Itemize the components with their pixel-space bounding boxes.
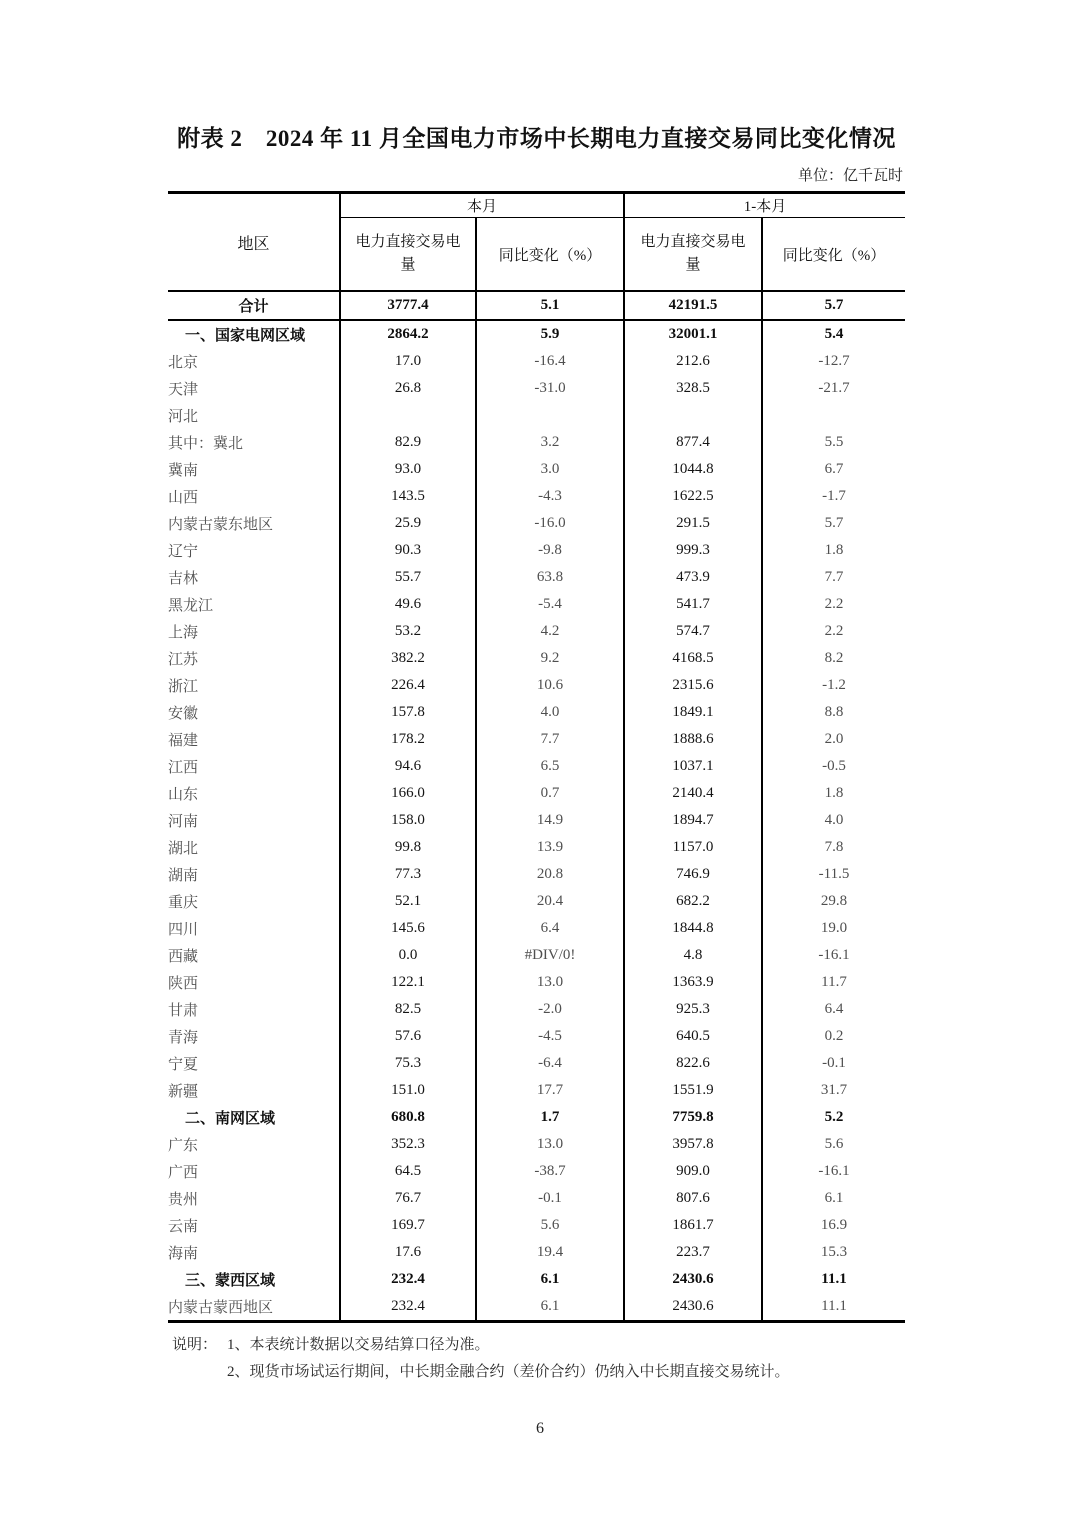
table-row — [168, 996, 905, 1023]
table-row — [168, 1185, 905, 1212]
header-current-yoy: 同比变化（%） — [476, 218, 624, 292]
region-cell: 福建 — [168, 733, 199, 749]
cumulative-volume-cell: 223.7 — [624, 1239, 762, 1266]
cumulative-volume-cell: 925.3 — [624, 996, 762, 1023]
region-cell: 广东 — [168, 1138, 199, 1154]
region-cell: 其中：冀北 — [168, 436, 244, 452]
region-cell: 合计 — [238, 299, 269, 315]
current-yoy-cell: 3.0 — [476, 456, 624, 483]
cumulative-yoy-cell: -1.7 — [762, 483, 905, 510]
region-cell: 冀南 — [168, 463, 199, 479]
table-row — [168, 645, 905, 672]
table-notes — [168, 1332, 905, 1386]
current-yoy-cell: -4.5 — [476, 1023, 624, 1050]
current-yoy-cell: 9.2 — [476, 645, 624, 672]
current-volume-cell: 75.3 — [340, 1050, 476, 1077]
table-row — [168, 915, 905, 942]
current-volume-cell: 94.6 — [340, 753, 476, 780]
cumulative-volume-cell: 2430.6 — [624, 1293, 762, 1322]
region-cell: 海南 — [168, 1246, 199, 1262]
cumulative-yoy-cell: -0.5 — [762, 753, 905, 780]
cumulative-yoy-cell: -16.1 — [762, 942, 905, 969]
current-yoy-cell: -6.4 — [476, 1050, 624, 1077]
table-row — [168, 591, 905, 618]
region-cell: 安徽 — [168, 706, 199, 722]
current-yoy-cell: -16.0 — [476, 510, 624, 537]
current-volume-cell: 145.6 — [340, 915, 476, 942]
notes-label: 说明： — [172, 1337, 218, 1353]
cumulative-volume-cell: 1157.0 — [624, 834, 762, 861]
cumulative-yoy-cell: 8.2 — [762, 645, 905, 672]
current-yoy-cell: 20.4 — [476, 888, 624, 915]
cumulative-volume-cell: 999.3 — [624, 537, 762, 564]
cumulative-volume-cell: 1888.6 — [624, 726, 762, 753]
cumulative-volume-cell: 1861.7 — [624, 1212, 762, 1239]
current-yoy-cell: -31.0 — [476, 375, 624, 402]
region-cell: 二、南网区域 — [185, 1111, 276, 1127]
cumulative-volume-cell: 1044.8 — [624, 456, 762, 483]
region-cell: 江苏 — [168, 652, 199, 668]
region-cell: 天津 — [168, 382, 199, 398]
table-row — [168, 348, 905, 375]
region-cell: 三、蒙西区域 — [185, 1273, 276, 1289]
unit-label: 单位：亿千瓦时 — [797, 168, 903, 184]
cumulative-yoy-cell: 2.0 — [762, 726, 905, 753]
cumulative-volume-cell: 291.5 — [624, 510, 762, 537]
table-row — [168, 1131, 905, 1158]
cumulative-volume-cell: 682.2 — [624, 888, 762, 915]
cumulative-volume-cell: 473.9 — [624, 564, 762, 591]
notes-items — [217, 1332, 790, 1386]
current-volume-cell: 52.1 — [340, 888, 476, 915]
current-yoy-cell: 17.7 — [476, 1077, 624, 1104]
table-row — [168, 1239, 905, 1266]
cumulative-yoy-cell: -11.5 — [762, 861, 905, 888]
cumulative-volume-cell: 212.6 — [624, 348, 762, 375]
table-row — [168, 1077, 905, 1104]
current-yoy-cell: 10.6 — [476, 672, 624, 699]
table-row — [168, 456, 905, 483]
region-cell: 上海 — [168, 625, 199, 641]
region-cell: 山东 — [168, 787, 199, 803]
current-yoy-cell: 3.2 — [476, 429, 624, 456]
cumulative-yoy-cell: 5.7 — [762, 510, 905, 537]
cumulative-yoy-cell: 5.4 — [762, 320, 905, 348]
current-yoy-cell: -0.1 — [476, 1185, 624, 1212]
current-yoy-cell: 13.0 — [476, 969, 624, 996]
current-volume-cell: 26.8 — [340, 375, 476, 402]
region-cell: 江西 — [168, 760, 199, 776]
note-item: 2、现货市场试运行期间，中长期金融合约（差价合约）仍纳入中长期直接交易统计。 — [227, 1364, 790, 1380]
current-volume-cell: 76.7 — [340, 1185, 476, 1212]
current-yoy-cell: -9.8 — [476, 537, 624, 564]
header-group-cumulative: 1-本月 — [624, 193, 905, 218]
table-row — [168, 888, 905, 915]
current-yoy-cell: 6.4 — [476, 915, 624, 942]
table-body — [168, 291, 905, 1322]
region-cell: 内蒙古蒙西地区 — [168, 1300, 274, 1316]
current-volume-cell: 166.0 — [340, 780, 476, 807]
current-yoy-cell: 6.1 — [476, 1293, 624, 1322]
current-yoy-cell: 0.7 — [476, 780, 624, 807]
current-yoy-cell: 6.5 — [476, 753, 624, 780]
table-row — [168, 1023, 905, 1050]
cumulative-volume-cell: 2430.6 — [624, 1266, 762, 1293]
current-volume-cell: 82.9 — [340, 429, 476, 456]
table-row — [168, 861, 905, 888]
current-yoy-cell: 63.8 — [476, 564, 624, 591]
current-yoy-cell: -5.4 — [476, 591, 624, 618]
region-cell: 宁夏 — [168, 1057, 199, 1073]
current-volume-cell: 3777.4 — [340, 291, 476, 320]
cumulative-yoy-cell: 0.2 — [762, 1023, 905, 1050]
cumulative-yoy-cell: 6.1 — [762, 1185, 905, 1212]
current-volume-cell: 77.3 — [340, 861, 476, 888]
cumulative-yoy-cell: 19.0 — [762, 915, 905, 942]
cumulative-volume-cell: 574.7 — [624, 618, 762, 645]
table-row — [168, 942, 905, 969]
cumulative-volume-cell: 1551.9 — [624, 1077, 762, 1104]
cumulative-volume-cell: 1037.1 — [624, 753, 762, 780]
cumulative-yoy-cell — [762, 402, 905, 429]
page-number: 6 — [536, 1420, 544, 1437]
current-volume-cell: 82.5 — [340, 996, 476, 1023]
cumulative-volume-cell: 822.6 — [624, 1050, 762, 1077]
cumulative-yoy-cell: 5.5 — [762, 429, 905, 456]
table-row — [168, 834, 905, 861]
cumulative-volume-cell: 1622.5 — [624, 483, 762, 510]
cumulative-yoy-cell: -0.1 — [762, 1050, 905, 1077]
region-cell: 贵州 — [168, 1192, 199, 1208]
cumulative-volume-cell: 640.5 — [624, 1023, 762, 1050]
cumulative-volume-cell: 3957.8 — [624, 1131, 762, 1158]
cumulative-volume-cell: 2140.4 — [624, 780, 762, 807]
table-row — [168, 1212, 905, 1239]
region-cell: 辽宁 — [168, 544, 199, 560]
cumulative-yoy-cell: 1.8 — [762, 537, 905, 564]
cumulative-yoy-cell: 11.7 — [762, 969, 905, 996]
table-row — [168, 753, 905, 780]
table-row — [168, 780, 905, 807]
cumulative-yoy-cell: 2.2 — [762, 591, 905, 618]
header-current-volume-label: 电力直接交易电量 — [355, 233, 461, 273]
current-volume-cell: 99.8 — [340, 834, 476, 861]
current-yoy-cell: -38.7 — [476, 1158, 624, 1185]
cumulative-yoy-cell: 1.8 — [762, 780, 905, 807]
table-row — [168, 969, 905, 996]
cumulative-volume-cell: 1894.7 — [624, 807, 762, 834]
header-cumulative-volume-label: 电力直接交易电量 — [640, 233, 746, 273]
cumulative-volume-cell: 877.4 — [624, 429, 762, 456]
current-yoy-cell: 14.9 — [476, 807, 624, 834]
table-row — [168, 375, 905, 402]
table-row — [168, 537, 905, 564]
cumulative-yoy-cell: -21.7 — [762, 375, 905, 402]
page-content — [168, 0, 905, 1386]
table-row — [168, 672, 905, 699]
current-volume-cell: 178.2 — [340, 726, 476, 753]
current-volume-cell: 55.7 — [340, 564, 476, 591]
region-cell: 重庆 — [168, 895, 199, 911]
current-volume-cell: 57.6 — [340, 1023, 476, 1050]
table-row — [168, 618, 905, 645]
current-yoy-cell: -4.3 — [476, 483, 624, 510]
current-yoy-cell: 13.0 — [476, 1131, 624, 1158]
region-cell: 黑龙江 — [168, 598, 214, 614]
current-volume-cell: 25.9 — [340, 510, 476, 537]
current-volume-cell: 49.6 — [340, 591, 476, 618]
current-volume-cell: 157.8 — [340, 699, 476, 726]
cumulative-volume-cell — [624, 402, 762, 429]
cumulative-yoy-cell: 7.8 — [762, 834, 905, 861]
cumulative-yoy-cell: 11.1 — [762, 1293, 905, 1322]
cumulative-volume-cell: 807.6 — [624, 1185, 762, 1212]
table-row — [168, 807, 905, 834]
region-cell: 甘肃 — [168, 1003, 199, 1019]
current-volume-cell: 0.0 — [340, 942, 476, 969]
table-row — [168, 1050, 905, 1077]
cumulative-yoy-cell: 5.6 — [762, 1131, 905, 1158]
header-cumulative-yoy: 同比变化（%） — [762, 218, 905, 292]
table-row — [168, 402, 905, 429]
current-yoy-cell: 6.1 — [476, 1266, 624, 1293]
current-volume-cell: 382.2 — [340, 645, 476, 672]
region-cell: 四川 — [168, 922, 199, 938]
region-cell: 新疆 — [168, 1084, 199, 1100]
current-volume-cell — [340, 402, 476, 429]
current-yoy-cell: -16.4 — [476, 348, 624, 375]
region-cell: 河南 — [168, 814, 199, 830]
current-yoy-cell: 20.8 — [476, 861, 624, 888]
cumulative-yoy-cell: 15.3 — [762, 1239, 905, 1266]
current-volume-cell: 169.7 — [340, 1212, 476, 1239]
table-row — [168, 1266, 905, 1293]
cumulative-volume-cell: 1849.1 — [624, 699, 762, 726]
current-volume-cell: 680.8 — [340, 1104, 476, 1131]
cumulative-volume-cell: 42191.5 — [624, 291, 762, 320]
region-cell: 吉林 — [168, 571, 199, 587]
note-item: 1、本表统计数据以交易结算口径为准。 — [227, 1337, 490, 1353]
region-cell: 一、国家电网区域 — [185, 328, 306, 344]
cumulative-volume-cell: 1363.9 — [624, 969, 762, 996]
table-row — [168, 483, 905, 510]
cumulative-volume-cell: 4168.5 — [624, 645, 762, 672]
table-header — [168, 193, 905, 292]
table-row — [168, 1104, 905, 1131]
current-volume-cell: 122.1 — [340, 969, 476, 996]
header-cumulative-volume — [624, 218, 762, 292]
current-yoy-cell: -2.0 — [476, 996, 624, 1023]
region-cell: 陕西 — [168, 976, 199, 992]
current-yoy-cell: #DIV/0! — [476, 942, 624, 969]
table-row — [168, 699, 905, 726]
cumulative-yoy-cell: 29.8 — [762, 888, 905, 915]
header-region: 地区 — [168, 193, 340, 292]
current-volume-cell: 90.3 — [340, 537, 476, 564]
table-row — [168, 1293, 905, 1322]
region-cell: 河北 — [168, 409, 199, 425]
current-volume-cell: 352.3 — [340, 1131, 476, 1158]
current-volume-cell: 232.4 — [340, 1293, 476, 1322]
current-yoy-cell: 19.4 — [476, 1239, 624, 1266]
current-volume-cell: 53.2 — [340, 618, 476, 645]
table-row — [168, 291, 905, 320]
current-yoy-cell: 13.9 — [476, 834, 624, 861]
current-yoy-cell: 5.9 — [476, 320, 624, 348]
cumulative-yoy-cell: 8.8 — [762, 699, 905, 726]
cumulative-yoy-cell: -12.7 — [762, 348, 905, 375]
region-cell: 湖南 — [168, 868, 199, 884]
current-volume-cell: 17.6 — [340, 1239, 476, 1266]
current-volume-cell: 2864.2 — [340, 320, 476, 348]
cumulative-volume-cell: 746.9 — [624, 861, 762, 888]
current-yoy-cell: 5.6 — [476, 1212, 624, 1239]
current-yoy-cell: 7.7 — [476, 726, 624, 753]
cumulative-yoy-cell: -16.1 — [762, 1158, 905, 1185]
table-row — [168, 1158, 905, 1185]
cumulative-yoy-cell: 5.7 — [762, 291, 905, 320]
cumulative-yoy-cell: 6.7 — [762, 456, 905, 483]
current-volume-cell: 232.4 — [340, 1266, 476, 1293]
cumulative-yoy-cell: 5.2 — [762, 1104, 905, 1131]
current-yoy-cell: 4.0 — [476, 699, 624, 726]
table-header-group-row — [168, 193, 905, 218]
cumulative-volume-cell: 909.0 — [624, 1158, 762, 1185]
cumulative-volume-cell: 2315.6 — [624, 672, 762, 699]
header-current-volume — [340, 218, 476, 292]
region-cell: 浙江 — [168, 679, 199, 695]
cumulative-yoy-cell: 7.7 — [762, 564, 905, 591]
current-yoy-cell: 4.2 — [476, 618, 624, 645]
region-cell: 北京 — [168, 355, 199, 371]
cumulative-volume-cell: 328.5 — [624, 375, 762, 402]
cumulative-yoy-cell: 2.2 — [762, 618, 905, 645]
cumulative-volume-cell: 7759.8 — [624, 1104, 762, 1131]
electricity-trading-table — [168, 191, 905, 1323]
table-row — [168, 726, 905, 753]
region-cell: 湖北 — [168, 841, 199, 857]
table-row — [168, 320, 905, 348]
region-cell: 云南 — [168, 1219, 199, 1235]
region-cell: 内蒙古蒙东地区 — [168, 517, 274, 533]
cumulative-volume-cell: 4.8 — [624, 942, 762, 969]
cumulative-yoy-cell: 4.0 — [762, 807, 905, 834]
region-cell: 广西 — [168, 1165, 199, 1181]
current-volume-cell: 17.0 — [340, 348, 476, 375]
cumulative-volume-cell: 1844.8 — [624, 915, 762, 942]
current-volume-cell: 226.4 — [340, 672, 476, 699]
current-volume-cell: 64.5 — [340, 1158, 476, 1185]
cumulative-yoy-cell: 31.7 — [762, 1077, 905, 1104]
header-group-current-month: 本月 — [340, 193, 624, 218]
current-volume-cell: 151.0 — [340, 1077, 476, 1104]
region-cell: 山西 — [168, 490, 199, 506]
cumulative-yoy-cell: 16.9 — [762, 1212, 905, 1239]
current-yoy-cell: 5.1 — [476, 291, 624, 320]
cumulative-yoy-cell: 6.4 — [762, 996, 905, 1023]
cumulative-volume-cell: 541.7 — [624, 591, 762, 618]
current-volume-cell: 143.5 — [340, 483, 476, 510]
table-row — [168, 429, 905, 456]
page-title: 附表 2 2024 年 11 月全国电力市场中长期电力直接交易同比变化情况 — [177, 126, 896, 151]
current-volume-cell: 93.0 — [340, 456, 476, 483]
current-yoy-cell: 1.7 — [476, 1104, 624, 1131]
current-volume-cell: 158.0 — [340, 807, 476, 834]
region-cell: 西藏 — [168, 949, 199, 965]
current-yoy-cell — [476, 402, 624, 429]
table-row — [168, 564, 905, 591]
cumulative-yoy-cell: -1.2 — [762, 672, 905, 699]
cumulative-yoy-cell: 11.1 — [762, 1266, 905, 1293]
region-cell: 青海 — [168, 1030, 199, 1046]
table-row — [168, 510, 905, 537]
cumulative-volume-cell: 32001.1 — [624, 320, 762, 348]
